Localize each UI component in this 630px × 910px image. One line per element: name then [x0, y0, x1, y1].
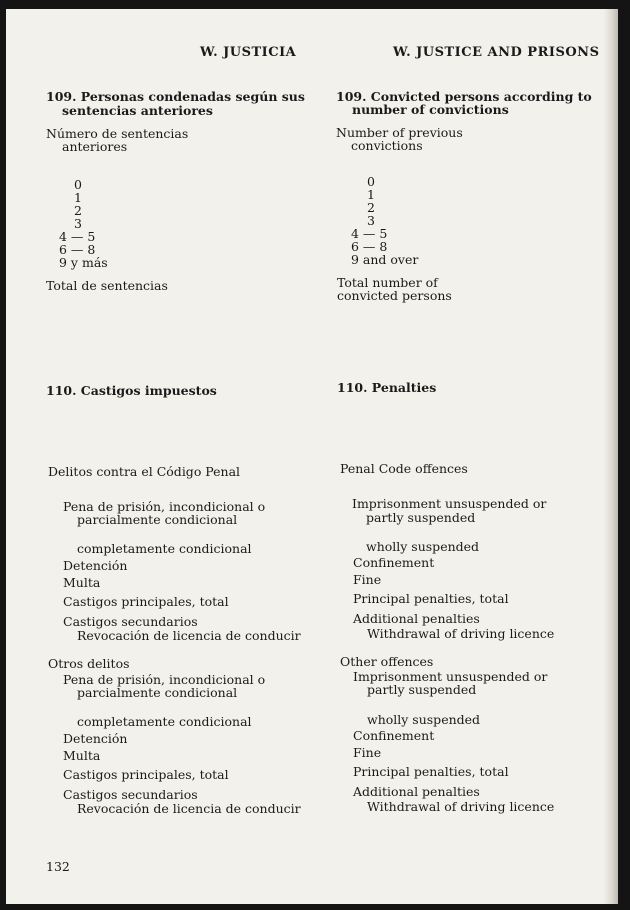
row-label-en: 3: [367, 213, 375, 228]
row-label-es: 1: [74, 190, 82, 205]
penalty-label-en: Fine: [353, 745, 382, 760]
table-110-title-es: 110. Castigos impuestos: [46, 383, 217, 398]
document-page: [6, 9, 618, 904]
table-109-title-en: 109. Convicted persons according to: [336, 89, 592, 104]
table-109-subhead-es: Número de sentencias: [46, 126, 189, 141]
total-label-es: Total de sentencias: [46, 278, 168, 293]
penalty-label-en: Imprisonment unsuspended or: [352, 496, 547, 511]
penalty-label-es: Detención: [63, 558, 128, 573]
total-label-en-cont: convicted persons: [337, 288, 452, 303]
penalty-label-es: Castigos principales, total: [63, 594, 229, 609]
row-label-es: 9 y más: [59, 255, 108, 270]
row-label-es: 4 — 5: [59, 229, 96, 244]
penalty-label-en: partly suspended: [367, 682, 477, 697]
row-label-en: 1: [367, 187, 375, 202]
penalty-label-es: completamente condicional: [77, 714, 252, 729]
penalty-label-en: Imprisonment unsuspended or: [353, 669, 548, 684]
penalty-label-en: Additional penalties: [353, 611, 480, 626]
total-label-en: Total number of: [337, 275, 438, 290]
row-label-en: 4 — 5: [351, 226, 388, 241]
penalty-label-es: Revocación de licencia de conducir: [77, 801, 301, 816]
penalty-label-en: Additional penalties: [353, 784, 480, 799]
binding-shadow: [604, 9, 618, 904]
table-110-title-en: 110. Penalties: [337, 380, 437, 395]
group-heading-en: Penal Code offences: [340, 461, 468, 476]
group-heading-es: Otros delitos: [48, 656, 130, 671]
penalty-label-en: Principal penalties, total: [353, 764, 509, 779]
group-heading-en: Other offences: [340, 654, 434, 669]
penalty-label-es: Castigos secundarios: [63, 787, 198, 802]
penalty-label-en: Principal penalties, total: [353, 591, 509, 606]
row-label-en: 9 and over: [351, 252, 419, 267]
penalty-label-en: Withdrawal of driving licence: [367, 626, 555, 641]
penalty-label-es: completamente condicional: [77, 541, 252, 556]
row-label-en: 6 — 8: [351, 239, 388, 254]
penalty-label-en: Withdrawal of driving licence: [367, 799, 555, 814]
group-heading-es: Delitos contra el Código Penal: [48, 464, 241, 479]
penalty-label-es: Multa: [63, 748, 101, 763]
penalty-label-en: partly suspended: [366, 510, 476, 525]
table-109-subhead-en: Number of previous: [336, 125, 463, 140]
penalty-label-en: Fine: [353, 572, 382, 587]
header-left: W. JUSTICIA: [200, 45, 297, 60]
penalty-label-en: Confinement: [353, 728, 435, 743]
row-label-en: 0: [367, 174, 375, 189]
penalty-label-es: Pena de prisión, incondicional o: [63, 499, 266, 514]
penalty-label-es: Revocación de licencia de conducir: [77, 628, 301, 643]
table-109-title-es: 109. Personas condenadas según sus: [46, 89, 305, 104]
penalty-label-es: Detención: [63, 731, 128, 746]
penalty-label-es: Multa: [63, 575, 101, 590]
header-right: W. JUSTICE AND PRISONS: [393, 45, 600, 60]
penalty-label-es: Castigos secundarios: [63, 614, 198, 629]
table-109-title-en-cont: number of convictions: [352, 102, 509, 117]
penalty-label-es: Castigos principales, total: [63, 767, 229, 782]
penalty-label-en: wholly suspended: [366, 539, 480, 554]
row-label-es: 3: [74, 216, 82, 231]
penalty-label-es: Pena de prisión, incondicional o: [63, 672, 266, 687]
penalty-label-en: Confinement: [353, 555, 435, 570]
table-109-subhead-es-cont: anteriores: [62, 139, 128, 154]
penalty-label-es: parcialmente condicional: [77, 685, 238, 700]
row-label-es: 2: [74, 203, 82, 218]
row-label-en: 2: [367, 200, 375, 215]
page-number: 132: [46, 859, 70, 874]
row-label-es: 0: [74, 177, 82, 192]
table-109-title-es-cont: sentencias anteriores: [62, 103, 213, 118]
penalty-label-es: parcialmente condicional: [77, 512, 238, 527]
table-109-subhead-en-cont: convictions: [351, 138, 423, 153]
penalty-label-en: wholly suspended: [367, 712, 481, 727]
row-label-es: 6 — 8: [59, 242, 96, 257]
